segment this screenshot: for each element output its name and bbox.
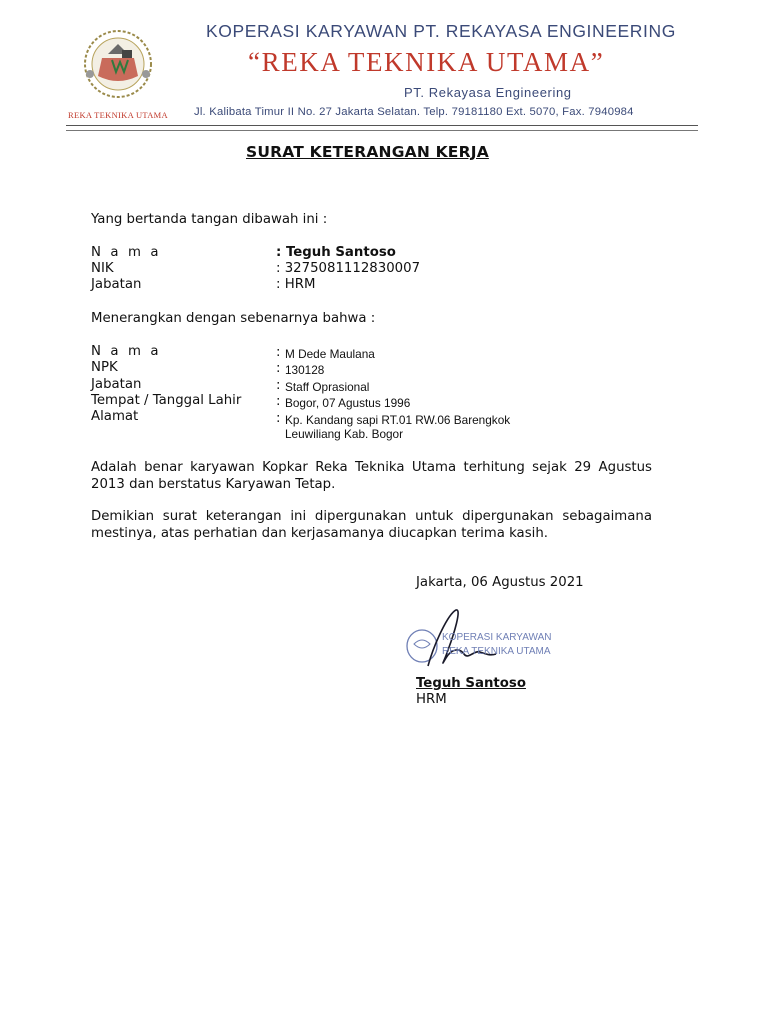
signer-name-value: : Teguh Santoso: [276, 245, 396, 260]
letterhead-company: PT. Rekayasa Engineering: [404, 85, 572, 100]
employee-position-label: Jabatan: [91, 377, 142, 392]
signer-position-value: : HRM: [276, 277, 316, 292]
document-title: SURAT KETERANGAN KERJA: [246, 143, 489, 161]
employee-npk-value: 130128: [285, 363, 325, 377]
signatory-title: HRM: [416, 692, 447, 707]
employee-position-value: Staff Oprasional: [285, 380, 370, 394]
cooperative-emblem-icon: [72, 24, 170, 108]
closing-statement: Demikian surat keterangan ini dipergunakan untuk dipergunakan sebagaimana mestinya, atas perhatian dan kerjasamanya diucapkan terima kasih.: [91, 509, 652, 541]
logo-caption: REKA TEKNIKA UTAMA: [68, 110, 168, 120]
signer-position-label: Jabatan: [91, 277, 142, 292]
employee-npk-label: NPK: [91, 360, 118, 375]
employee-address-colon: :: [276, 411, 281, 426]
employment-statement: Adalah benar karyawan Kopkar Reka Teknika Utama terhitung sejak 29 Agustus 2013 dan berstatus Karyawan Tetap.: [91, 460, 652, 492]
stamp-signature: [404, 604, 560, 674]
signer-nik-label: NIK: [91, 261, 114, 276]
stamp-line2: REKA TEKNIKA UTAMA: [442, 646, 551, 657]
employee-address-line2: Leuwiliang Kab. Bogor: [285, 427, 404, 441]
employee-birth-value: Bogor, 07 Agustus 1996: [285, 396, 411, 410]
company-logo: [72, 24, 170, 108]
letterhead-name: “REKA TEKNIKA UTAMA”: [248, 47, 605, 77]
letterhead-divider: [66, 125, 698, 126]
intro-text: Yang bertanda tangan dibawah ini :: [91, 212, 328, 227]
letterhead-address: Jl. Kalibata Timur II No. 27 Jakarta Selatan. Telp. 79181180 Ext. 5070, Fax. 7940984: [194, 106, 634, 118]
employee-birth-label: Tempat / Tanggal Lahir: [91, 393, 242, 408]
employee-birth-colon: :: [276, 394, 281, 409]
employee-name-colon: :: [276, 345, 281, 360]
signer-nik-value: : 3275081112830007: [276, 261, 421, 276]
place-date: Jakarta, 06 Agustus 2021: [416, 575, 584, 590]
employee-address-line1: Kp. Kandang sapi RT.01 RW.06 Barengkok: [285, 413, 511, 427]
employee-npk-colon: :: [276, 361, 281, 376]
signatory-name: Teguh Santoso: [416, 676, 526, 691]
letterhead-organization: KOPERASI KARYAWAN PT. REKAYASA ENGINEERING: [206, 21, 676, 41]
employee-position-colon: :: [276, 378, 281, 393]
stamp-line1: KOPERASI KARYAWAN: [442, 632, 552, 643]
signer-name-label: N a m a: [91, 245, 162, 260]
letterhead-divider-thin: [66, 130, 698, 131]
declaration-text: Menerangkan dengan sebenarnya bahwa :: [91, 311, 376, 326]
employee-name-value: M Dede Maulana: [285, 347, 375, 361]
employee-address-label: Alamat: [91, 409, 139, 424]
employee-name-label: N a m a: [91, 344, 162, 359]
